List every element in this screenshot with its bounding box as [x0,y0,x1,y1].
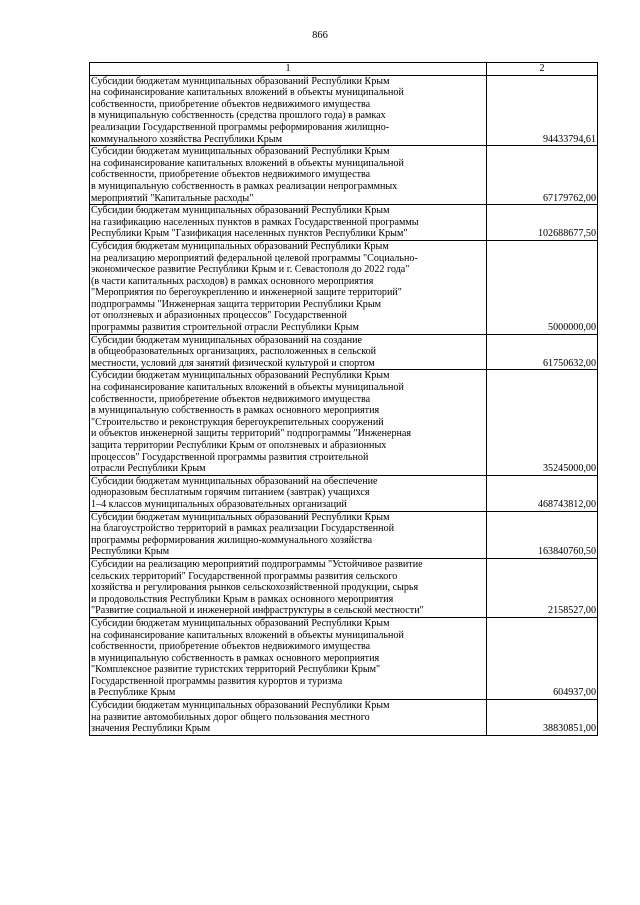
row-amount: 94433794,61 [487,75,598,146]
table-row [90,617,598,699]
row-amount: 61750632,00 [487,334,598,370]
table-row [90,205,598,241]
row-amount: 468743812,00 [487,475,598,511]
column-header-2: 2 [487,63,598,76]
row-amount: 5000000,00 [487,240,598,334]
row-description: Субсидии бюджетам муниципальных образований Республики Крым на софинансирование капитальных вложений в объекты муниципальной собственности, приобретение объектов недвижимого имущества в муниципальную собственность в рамках основного мероприятия "Комплексное развитие туристских территорий Республики Крым" Государственной программы развития курортов и туризма в Республике Крым [90,617,487,699]
table-row [90,75,598,146]
row-description: Субсидия бюджетам муниципальных образований Республики Крым на реализацию мероприятий федеральной целевой программы "Социально- экономическое развитие Республики Крым и г. Севастополя до 2022 года" (в части капитальных расходов) в рамках основного мероприятия "Мероприятия по берегоукреплению и инженерной защите территорий" подпрограммы "Инженерная защита территории Республики Крым от оползневых и абразионных процессов" Государственной программы развития строительной отрасли Республики Крым [90,240,487,334]
page-number: 866 [312,30,328,41]
row-amount: 38830851,00 [487,700,598,736]
row-description: Субсидии бюджетам муниципальных образований на обеспечение одноразовым бесплатным горячим питанием (завтрак) учащихся 1–4 классов муниципальных образовательных организаций [90,475,487,511]
row-description: Субсидии на реализацию мероприятий подпрограммы "Устойчивое развитие сельских территорий" Государственной программы развития сельского хозяйства и регулирования рынков сельскохозяйственной продукции, сырья и продовольствия Республики Крым в рамках основного мероприятия "Развитие социальной и инженерной инфраструктуры в сельской местности" [90,558,487,617]
row-amount: 604937,00 [487,617,598,699]
table-row [90,558,598,617]
table-row [90,370,598,475]
table-row [90,334,598,370]
row-description: Субсидии бюджетам муниципальных образований Республики Крым на софинансирование капитальных вложений в объекты муниципальной собственности, приобретение объектов недвижимого имущества в муниципальную собственность в рамках реализации непрограммных мероприятий "Капитальные расходы" [90,146,487,205]
row-description: Субсидии бюджетам муниципальных образований Республики Крым на развитие автомобильных дорог общего пользования местного значения Республики Крым [90,700,487,736]
row-amount: 163840760,50 [487,511,598,558]
table-header-row [90,63,598,76]
row-amount: 2158527,00 [487,558,598,617]
budget-table [89,62,598,736]
table-row [90,146,598,205]
table-row [90,475,598,511]
column-header-1: 1 [90,63,487,76]
row-description: Субсидии бюджетам муниципальных образований Республики Крым на газификацию населенных пунктов в рамках Государственной программы Республики Крым "Газификация населенных пунктов Республики Крым" [90,205,487,241]
row-amount: 35245000,00 [487,370,598,475]
table-row [90,700,598,736]
table-row [90,240,598,334]
row-amount: 102688677,50 [487,205,598,241]
row-description: Субсидии бюджетам муниципальных образований на создание в общеобразовательных организациях, расположенных в сельской местности, условий для занятий физической культурой и спортом [90,334,487,370]
row-description: Субсидии бюджетам муниципальных образований Республики Крым на софинансирование капитальных вложений в объекты муниципальной собственности, приобретение объектов недвижимого имущества в муниципальную собственность (средства прошлого года) в рамках реализации Государственной программы реформирования жилищно- коммунального хозяйства Республики Крым [90,75,487,146]
table-row [90,511,598,558]
row-description: Субсидии бюджетам муниципальных образований Республики Крым на софинансирование капитальных вложений в объекты муниципальной собственности, приобретение объектов недвижимого имущества в муниципальную собственность в рамках основного мероприятия "Строительство и реконструкция берегоукрепительных сооружений и объектов инженерной защиты территорий" подпрограммы "Инженерная защита территории Республики Крым от оползневых и абразионных процессов" Государственной программы развития строительной отрасли Республики Крым [90,370,487,475]
row-amount: 67179762,00 [487,146,598,205]
row-description: Субсидии бюджетам муниципальных образований Республики Крым на благоустройство территорий в рамках реализации Государственной программы реформирования жилищно-коммунального хозяйства Республики Крым [90,511,487,558]
